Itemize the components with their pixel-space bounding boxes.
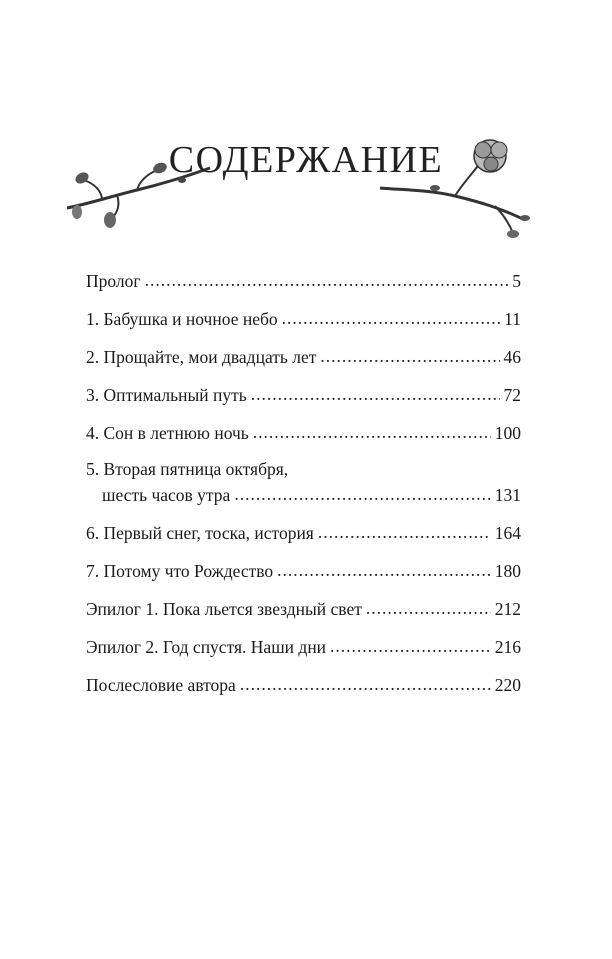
toc-header (0, 128, 612, 238)
toc-entry-label: 2. Прощайте, мои двадцать лет (86, 347, 317, 367)
toc-entry[interactable] (86, 452, 521, 514)
toc-entry[interactable] (86, 376, 521, 414)
toc-leader (282, 299, 501, 337)
toc-entry[interactable] (86, 414, 521, 452)
toc-entry-page: 220 (494, 675, 521, 695)
toc-entry[interactable] (86, 552, 521, 590)
toc-entry-label: Эпилог 2. Год спустя. Наши дни (86, 637, 327, 657)
toc-leader (277, 551, 491, 589)
toc-entry[interactable] (86, 666, 521, 704)
toc-entry-label: 4. Сон в летнюю ночь (86, 423, 249, 443)
toc-entry-label: Послесловие автора (86, 675, 236, 695)
toc-entry[interactable] (86, 628, 521, 666)
table-of-contents (86, 262, 521, 704)
toc-leader (145, 261, 509, 299)
toc-entry-label: Пролог (86, 271, 141, 291)
toc-leader (318, 513, 491, 551)
toc-entry-label: 5. Вторая пятница октября, (86, 459, 289, 479)
toc-leader (234, 481, 490, 507)
toc-entry-page: 72 (503, 385, 521, 405)
page-title: СОДЕРЖАНИЕ (168, 139, 444, 181)
toc-entry-page: 131 (494, 485, 521, 505)
toc-leader (253, 413, 491, 451)
toc-entry-page: 46 (503, 347, 521, 367)
toc-entry-label-continued: шесть часов утра (102, 485, 231, 505)
toc-entry-page: 180 (494, 561, 521, 581)
toc-entry[interactable] (86, 300, 521, 338)
toc-entry[interactable] (86, 514, 521, 552)
toc-leader (251, 375, 500, 413)
toc-leader (240, 665, 491, 703)
toc-entry-label: 7. Потому что Рождество (86, 561, 274, 581)
toc-entry-page: 212 (494, 599, 521, 619)
toc-leader (366, 589, 491, 627)
toc-entry-page: 100 (494, 423, 521, 443)
toc-entry-label: 3. Оптимальный путь (86, 385, 247, 405)
toc-entry[interactable] (86, 262, 521, 300)
toc-entry[interactable] (86, 590, 521, 628)
toc-entry-label: 1. Бабушка и ночное небо (86, 309, 278, 329)
toc-entry-page: 216 (494, 637, 521, 657)
toc-leader (320, 337, 499, 375)
toc-entry-page: 11 (504, 309, 521, 329)
toc-entry-label: Эпилог 1. Пока льется звездный свет (86, 599, 362, 619)
toc-entry-label: 6. Первый снег, тоска, история (86, 523, 314, 543)
toc-leader (330, 627, 491, 665)
toc-entry-page: 5 (512, 271, 521, 291)
toc-entry-page: 164 (494, 523, 521, 543)
toc-entry[interactable] (86, 338, 521, 376)
